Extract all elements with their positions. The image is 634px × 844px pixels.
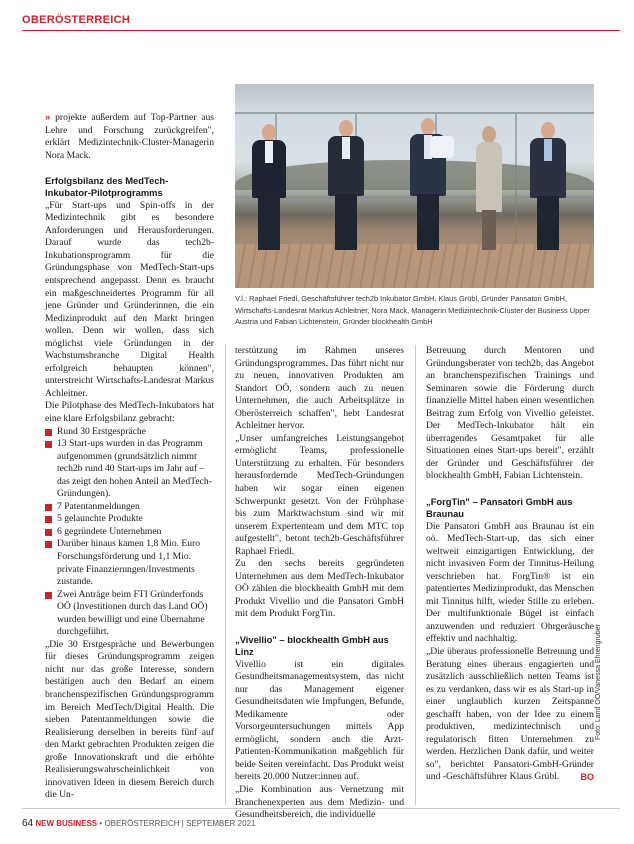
section-label: OBERÖSTERREICH: [22, 14, 131, 26]
paragraph: Die Pansatori GmbH aus Braunau ist ein oö. MedTech-Start-up, das sich einer weltweit einzigartigen Entwicklung, der nicht invasiven Form der Tinnitus-Heilung verschrieben hat. ForgTin® ist ein patentiertes Medizinprodukt, das Menschen mit Tinnitus hilft, wieder Stille zu erleben. Der multifunktionale Bügel ist einfach anzuwenden und reduziert Ohrgeräusche effektiv und nachhaltig.: [426, 520, 594, 645]
list-item: Zwei Anträge beim FTI Gründerfonds OÖ (Investitionen durch das Land OÖ) wurden bewilligt und eine Übernahme durchgeführt.: [45, 589, 214, 639]
paragraph: „Die Kombination aus Vernetzung mit Branchenexperten aus dem Medizin- und Gesundheitsbereich, die individuelle: [235, 784, 404, 821]
header-rule: [22, 30, 620, 31]
photo-person: [527, 122, 569, 254]
footer-issue: SEPTEMBER 2021: [186, 819, 256, 828]
photo-caption: V.l.: Raphael Friedl, Geschäftsführer tech2b Inkubator GmbH, Klaus Grübl, Gründer Pansatori GmbH, Wirtschafts-Landesrat Markus Achleitner, Nora Mack, Managerin Medizintechnik-Cluster der Business Upper Austria und Fabian Lichtenstein, Gründer blockhealth GmbH: [235, 294, 590, 327]
list-item: 5 gelaunchte Produkte: [45, 513, 214, 526]
bullet-square-icon: [45, 516, 52, 523]
photo-person: [325, 120, 367, 254]
footer-section: OBERÖSTERREICH: [104, 819, 180, 828]
paragraph: „Die überaus professionelle Betreuung und Beratung eines überaus engagierten und zusätzlich ausschließlich netten Teams ist es zu verdanken, dass wir es als Start-up in einer unglaublich kurzen Zeitspanne geschafft haben, von der Idee zu einem produktiven, medizintechnisch und regulatorisch fitten Unternehmen zu werden. Herzlichen Dank dafür, und weiter so", berichtet Pansatori-GmbH-Gründer und -Geschäftsführer Klaus Grübl. BO: [426, 645, 594, 783]
column-divider: [225, 345, 226, 805]
article-column-3: [426, 345, 594, 784]
paragraph: „Unser umfangreiches Leistungsangebot ermöglicht Teams, professionelle Unterstützung zu erhalten. Für besonders herausfordernde MedTech-Gründungen haben wir sogar einen eigenen Schwerpunkt gesetzt. Von der Frühphase bis zum Marktwachstum sind wir mit unserem Expertenteam und dem MTC top aufgestellt", betont tech2b-Geschäftsführer Raphael Friedl.: [235, 432, 404, 557]
column-divider: [415, 345, 416, 805]
footer-dot-icon: •: [99, 819, 103, 828]
list-item: 6 gegründete Unternehmen: [45, 526, 214, 539]
paragraph: Vivellio ist ein digitales Gesundheitsmanagementsystem, das nicht nur das Management eigener Gesundheitsdaten wie Impfungen, Befunde, Medikamente oder Vorsorgeuntersuchungen mittels App ermöglicht, sondern auch die Arzt-Patienten-Kommunikation maßgeblich für beide Seiten vereinfacht. Das Produkt weist bereits 20.000 Nutzer:innen auf.: [235, 658, 404, 783]
continuation-arrow-icon: »: [45, 112, 51, 123]
photo-puzzle-trophy: [430, 136, 456, 162]
page-footer: [22, 818, 255, 829]
paragraph: Zu den sechs bereits gegründeten Unternehmen aus dem MedTech-Inkubator OÖ zählen die blockhealth GmbH mit dem Produkt Vivellio und die Pansatori GmbH mit dem Produkt ForgTin.: [235, 558, 404, 620]
paragraph: Betreuung durch Mentoren und Gründungsberater von tech2b, das Angebot an branchenspezifischen Trainings und Seminaren sowie die Förderung durch finanzielle Mittel haben einen wesentlichen Beitrag zum Erfolg von Vivellio geleistet. Der MedTech-Inkubator hält ein überragendes Gesamtpaket für alle Situationen eines Start-ups bereit", erzählt der Gründer und Geschäftsführer der blockhealth GmbH, Fabian Lichtenstein.: [426, 345, 594, 482]
photo-glass-pane: [515, 114, 517, 244]
article-column-1: [45, 112, 214, 802]
subheading-forgtin: „ForgTin" – Pansatori GmbH aus Braunau: [426, 495, 573, 520]
photo-roof: [235, 84, 594, 114]
photo-credit: Foto: Land OÖ/Vanessa Ehrengruber: [595, 624, 602, 740]
subheading-erfolgsbilanz: Erfolgsbilanz des MedTech-Inkubator-Pilotprogramms: [45, 174, 169, 199]
paragraph: terstützung im Rahmen unseres Gründungsprogrammes. Das führt nicht nur zu neuen, innovativen Produkten am Standort OÖ, sondern auch zu neuen Unternehmen, die auch Arbeitsplätze in Oberösterreich schaffen", hebt Landesrat Achleitner hervor.: [235, 345, 404, 432]
bullet-square-icon: [45, 529, 52, 536]
subheading-vivellio: „Vivellio" – blockhealth GmbH aus Linz: [235, 633, 389, 658]
article-column-2: [235, 345, 404, 822]
intro-paragraph: » projekte außerdem auf Top-Partner aus Lehre und Forschung zurückgreifen", erklärt Medizintechnik-Cluster-Managerin Nora Mack.: [45, 112, 214, 161]
list-item: 13 Start-ups wurden in das Programm aufgenommen (grundsätzlich nimmt tech2b rund 40 Start-ups im Jahr auf – das zeigt den hohen Anteil an MedTech-Gründungen).: [45, 438, 214, 501]
publication-name: NEW BUSINESS: [35, 819, 98, 828]
bullet-square-icon: [45, 429, 52, 436]
paragraph: „Für Start-ups und Spin-offs in der Medizintechnik gibt es besondere Anforderungen und Herausforderungen. Darauf wurde das tech2b-Inkubationsprogramm für die Gründungsphase von MedTech-Start-ups entsprechend angepasst. Denn es braucht ein maßgeschneidertes Programm für all jene Gründer und Gründerinnen, die ein Medizinprodukt auf den Markt bringen wollen. Denn wir wollen, dass sich möglichst viele Gründungen in der Wachstumsbranche Digital Health erfolgreich behaupten können", unterstreicht Wirtschafts-Landesrat Markus Achleitner.: [45, 199, 214, 399]
list-item: Darüber hinaus kamen 1,8 Mio. Euro Forschungsförderung und 1,1 Mio. private Finanzierungen/Investments zustande.: [45, 538, 214, 588]
paragraph: „Die 30 Erstgespräche und Bewerbungen für dieses Gründungsprogramm zeigen nicht nur das große Interesse, sondern bestätigen auch den Bedarf an einem branchenspezifischen Gründungsprogramm im Bereich MedTech/Digital Health. Die sieben Patentanmeldungen sowie die Realisierung derselben in bereits fünf auf den Markt gebrachten Produkten zeigen die große Innovationskraft und die erhöhte Realisierungswahrscheinlichkeit von innovativen Ideen in diesem Bereich durch die Un-: [45, 638, 214, 801]
list-item: Rund 30 Erstgespräche: [45, 426, 214, 439]
bullet-square-icon: [45, 504, 52, 511]
footer-separator-icon: |: [181, 819, 184, 828]
photo-person: [473, 126, 505, 254]
results-list: [45, 426, 214, 639]
bullet-square-icon: [45, 541, 52, 548]
paragraph: Die Pilotphase des MedTech-Inkubators hat eine klare Erfolgsbilanz gebracht:: [45, 400, 214, 424]
photo-person: [249, 124, 289, 254]
group-photo: [235, 84, 594, 288]
bullet-square-icon: [45, 441, 52, 448]
author-signoff: BO: [580, 772, 594, 783]
list-item: 7 Patentanmeldungen: [45, 501, 214, 514]
footer-rule: [22, 808, 620, 809]
page-number: 64: [22, 818, 34, 829]
bullet-square-icon: [45, 592, 52, 599]
